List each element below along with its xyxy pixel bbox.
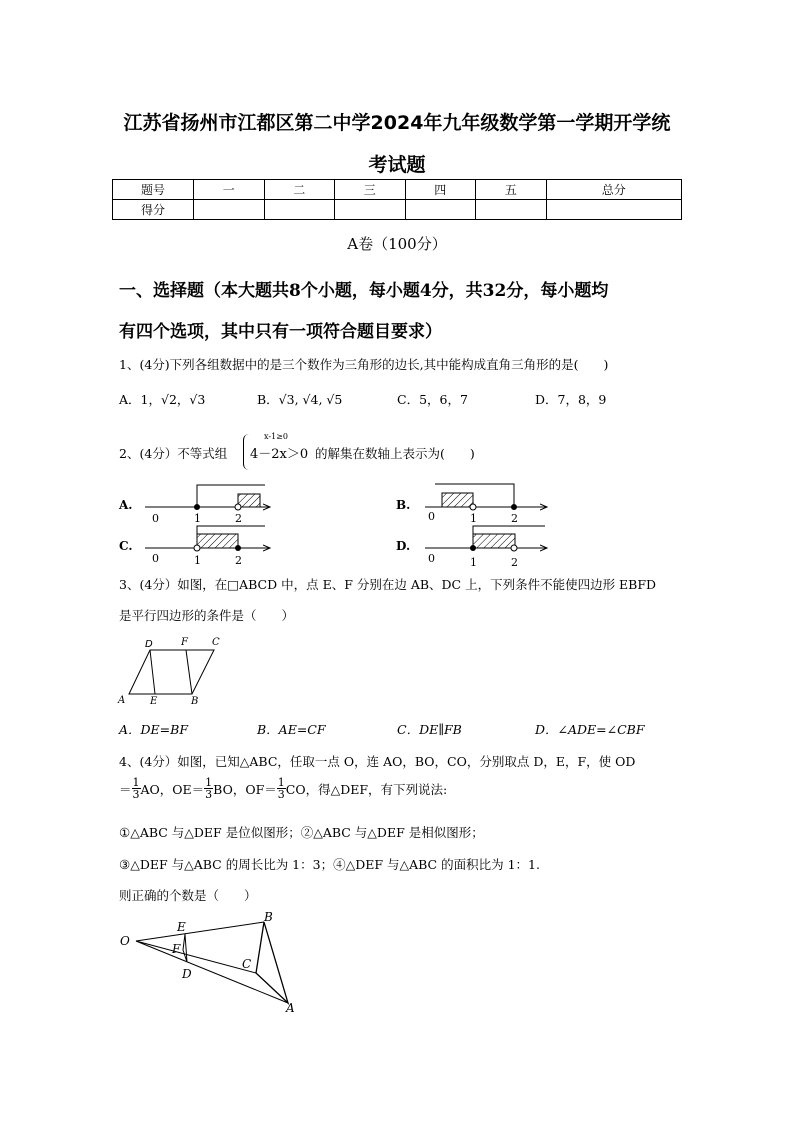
score-cell: [405, 200, 476, 220]
fraction-one-third: $\frac{1}{3}$: [132, 776, 140, 801]
section-heading-line2: 有四个选项，其中只有一项符合题目要求）: [119, 322, 442, 342]
number-line-a: [118, 485, 270, 525]
triangle-figure: [118, 908, 308, 1016]
question-4-equations: [119, 777, 447, 800]
number-line-d: [396, 526, 547, 569]
number-line-c: [119, 526, 270, 567]
score-cell: [194, 200, 265, 220]
solid-point: [194, 504, 200, 510]
point-label: F: [181, 637, 188, 648]
tick-label: 1: [194, 554, 201, 567]
table-header-cell: 二: [264, 180, 335, 200]
point-label: C: [242, 957, 252, 971]
question-3-option-c: C．DE∥FB: [397, 722, 462, 737]
hollow-point: [235, 504, 241, 510]
point-label: B: [264, 910, 273, 924]
score-cell: [264, 200, 335, 220]
tick-label: 2: [235, 554, 242, 567]
table-header-cell: 三: [335, 180, 406, 200]
tick-label: 2: [511, 512, 518, 525]
question-2-prefix: 2、(4分）不等式组: [119, 446, 228, 461]
score-cell: [335, 200, 406, 220]
question-1-option-a: A．1，√2，√3: [119, 392, 206, 407]
tick-label: 1: [470, 512, 477, 525]
question-3-option-b: B．AE=CF: [257, 722, 326, 737]
score-table-header-row: [113, 180, 682, 200]
point-label: A: [118, 695, 126, 706]
question-4-question: 则正确的个数是（ ）: [119, 888, 257, 903]
hollow-point: [194, 545, 200, 551]
hollow-point: [470, 504, 476, 510]
equation-text: BO，OF＝: [213, 781, 277, 797]
option-d-label: D.: [396, 539, 411, 553]
point-label: D: [182, 967, 192, 981]
question-1-stem: 1、(4分)下列各组数据中的是三个数作为三角形的边长,其中能构成直角三角形的是( ): [119, 357, 609, 372]
table-row-label: 得分: [113, 200, 194, 220]
score-cell: [546, 200, 682, 220]
score-cell: [476, 200, 547, 220]
question-1-option-b: B．√3, √4, √5: [257, 392, 343, 407]
solid-point: [235, 545, 241, 551]
option-c-label: C.: [119, 539, 133, 553]
equation-text: AO，OE＝: [140, 781, 205, 797]
question-1-option-c: C．5，6，7: [397, 392, 468, 407]
tick-label: 2: [235, 512, 242, 525]
system-inequality-top: x-1≥0: [264, 432, 288, 441]
fraction-one-third: $\frac{1}{3}$: [277, 776, 285, 801]
equals-sign: ＝: [119, 781, 132, 797]
question-4-claims-line1: ①△ABC 与△DEF 是位似图形；②△ABC 与△DEF 是相似图形；: [119, 825, 484, 840]
fraction-one-third: $\frac{1}{3}$: [205, 776, 213, 801]
parallelogram-figure: [112, 632, 232, 708]
table-header-cell: 一: [194, 180, 265, 200]
question-4-stem-line1: 4、(4分）如图，已知△ABC，任取一点 O，连 AO，BO，CO，分别取点 D，E，F，使 OD: [119, 754, 636, 769]
question-3-stem-line2: 是平行四边形的条件是（ ）: [119, 608, 295, 623]
section-heading-line1: 一、选择题（本大题共8个小题，每小题4分，共32分，每小题均: [119, 281, 609, 301]
point-label: O: [120, 934, 130, 948]
number-line-b: [396, 484, 547, 525]
question-2-suffix: 的解集在数轴上表示为( ): [315, 446, 475, 461]
question-3-stem-line1: 3、(4分）如图，在□ABCD 中，点 E、F 分别在边 AB、DC 上，下列条件不能使四边形 EBFD: [119, 577, 657, 592]
system-inequality-bottom: 4－2x＞0: [250, 447, 309, 462]
table-header-cell: 四: [405, 180, 476, 200]
point-label: A: [286, 1001, 295, 1015]
table-header-cell: 总分: [546, 180, 682, 200]
point-label: E: [150, 696, 158, 707]
question-4-claims-line2: ③△DEF 与△ABC 的周长比为 1：3；④△DEF 与△ABC 的面积比为 1：1.: [119, 857, 540, 872]
option-a-label: A.: [119, 498, 133, 512]
volume-heading: A卷（100分）: [347, 235, 447, 253]
table-header-cell: 五: [476, 180, 547, 200]
question-3-option-a: A．DE=BF: [119, 722, 189, 737]
score-table-score-row: [113, 200, 682, 220]
point-label: D: [145, 639, 153, 650]
point-label: E: [177, 920, 186, 934]
point-label: F: [172, 942, 181, 956]
document-title-line2: 考试题: [368, 154, 426, 176]
point-label: C: [212, 637, 220, 648]
tick-label: 0: [152, 512, 159, 525]
tick-label: 0: [152, 552, 159, 565]
tick-label: 1: [470, 556, 477, 569]
table-header-cell: 题号: [113, 180, 194, 200]
question-3-option-d: D．∠ADE=∠CBF: [535, 722, 645, 737]
number-line-options: [115, 478, 575, 570]
question-1-option-d: D．7，8，9: [535, 392, 607, 407]
option-b-label: B.: [396, 498, 411, 512]
tick-label: 0: [428, 552, 435, 565]
equation-text: CO，得△DEF，有下列说法:: [285, 781, 448, 797]
document-title-line1: 江苏省扬州市江都区第二中学2024年九年级数学第一学期开学统: [123, 112, 671, 134]
point-label: B: [191, 696, 199, 707]
tick-label: 1: [194, 512, 201, 525]
score-table: [112, 179, 682, 220]
solid-point: [511, 504, 517, 510]
tick-label: 2: [511, 556, 518, 569]
solid-point: [470, 545, 476, 551]
hollow-point: [511, 545, 517, 551]
tick-label: 0: [428, 510, 435, 523]
